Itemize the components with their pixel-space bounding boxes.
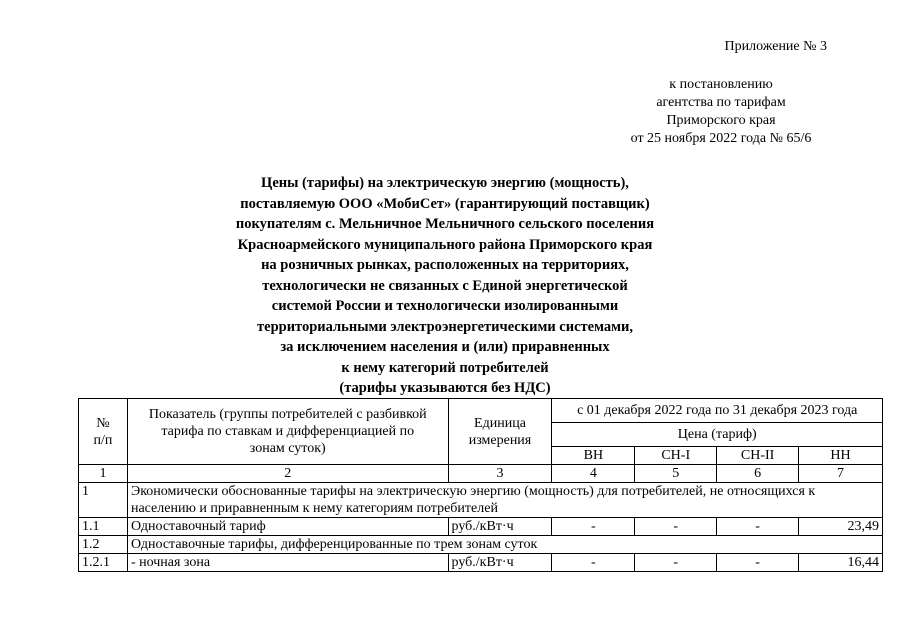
title-line: Красноармейского муниципального района Приморского края	[237, 236, 653, 253]
table-row	[79, 554, 883, 572]
title-line: Цены (тарифы) на электрическую энергию (мощность),	[261, 175, 629, 191]
column-number-row	[79, 465, 883, 483]
document-title	[150, 173, 740, 399]
header-unit: Единица измерения	[448, 399, 552, 465]
title-line: территориальными электроэнергетическими системами,	[257, 318, 633, 335]
appendix-line: к постановлению	[669, 77, 773, 92]
row-value-sn2: -	[717, 518, 799, 536]
header-level-nn: НН	[799, 447, 883, 465]
row-text: - ночная зона	[127, 554, 448, 572]
column-number: 3	[448, 465, 552, 483]
appendix-lines	[601, 76, 841, 148]
column-number: 2	[127, 465, 448, 483]
row-num: 1.2.1	[79, 554, 128, 572]
title-line: поставляемую ООО «МобиСет» (гарантирующий поставщик)	[240, 195, 650, 212]
tariff-table	[78, 398, 883, 572]
title-line: на розничных рынках, расположенных на территориях,	[261, 257, 629, 273]
title-line: покупателям с. Мельничное Мельничного сельского поселения	[235, 216, 655, 232]
column-number: 7	[799, 465, 883, 483]
title-line: (тарифы указываются без НДС)	[339, 380, 551, 396]
table-row	[79, 536, 883, 554]
header-price: Цена (тариф)	[552, 423, 883, 447]
row-num: 1	[79, 483, 128, 518]
header-period: с 01 декабря 2022 года по 31 декабря 2023 года	[552, 399, 883, 423]
row-value-sn1: -	[635, 518, 717, 536]
table-row	[79, 483, 883, 518]
title-line: за исключением населения и (или) приравненных	[280, 339, 610, 355]
appendix-line: от 25 ноября 2022 года № 65/6	[630, 131, 812, 146]
row-value-sn2: -	[717, 554, 799, 572]
title-line: технологически не связанных с Единой энергетической	[262, 277, 628, 294]
column-number: 5	[635, 465, 717, 483]
table-row	[79, 518, 883, 536]
column-number: 6	[717, 465, 799, 483]
row-text: Экономически обоснованные тарифы на электрическую энергию (мощность) для потребителей, не относящихся к населению и приравненным к нему категориям потребителей	[127, 483, 882, 518]
row-value-nn: 23,49	[799, 518, 883, 536]
header-indicator: Показатель (группы потребителей с разбивкой тарифа по ставкам и дифференциацией по зонам суток)	[127, 399, 448, 465]
row-value-nn: 16,44	[799, 554, 883, 572]
appendix-title: Приложение № 3	[724, 39, 827, 54]
column-number: 4	[552, 465, 635, 483]
row-text: Одноставочные тарифы, дифференцированные по трем зонам суток	[127, 536, 882, 554]
column-number: 1	[79, 465, 128, 483]
appendix-line: агентства по тарифам	[656, 95, 786, 110]
row-unit: руб./кВт·ч	[448, 554, 552, 572]
row-value-vn: -	[552, 554, 635, 572]
header-level-vn: ВН	[552, 447, 635, 465]
header-row	[79, 399, 883, 423]
title-line: к нему категорий потребителей	[341, 359, 549, 376]
row-num: 1.2	[79, 536, 128, 554]
appendix-line: Приморского края	[666, 113, 776, 128]
header-num: № п/п	[79, 399, 128, 465]
row-value-vn: -	[552, 518, 635, 536]
header-level-sn2: СН-II	[717, 447, 799, 465]
row-num: 1.1	[79, 518, 128, 536]
header-level-sn1: СН-I	[635, 447, 717, 465]
row-unit: руб./кВт·ч	[448, 518, 552, 536]
row-text: Одноставочный тариф	[127, 518, 448, 536]
title-line: системой России и технологически изолированными	[271, 298, 619, 314]
row-value-sn1: -	[635, 554, 717, 572]
